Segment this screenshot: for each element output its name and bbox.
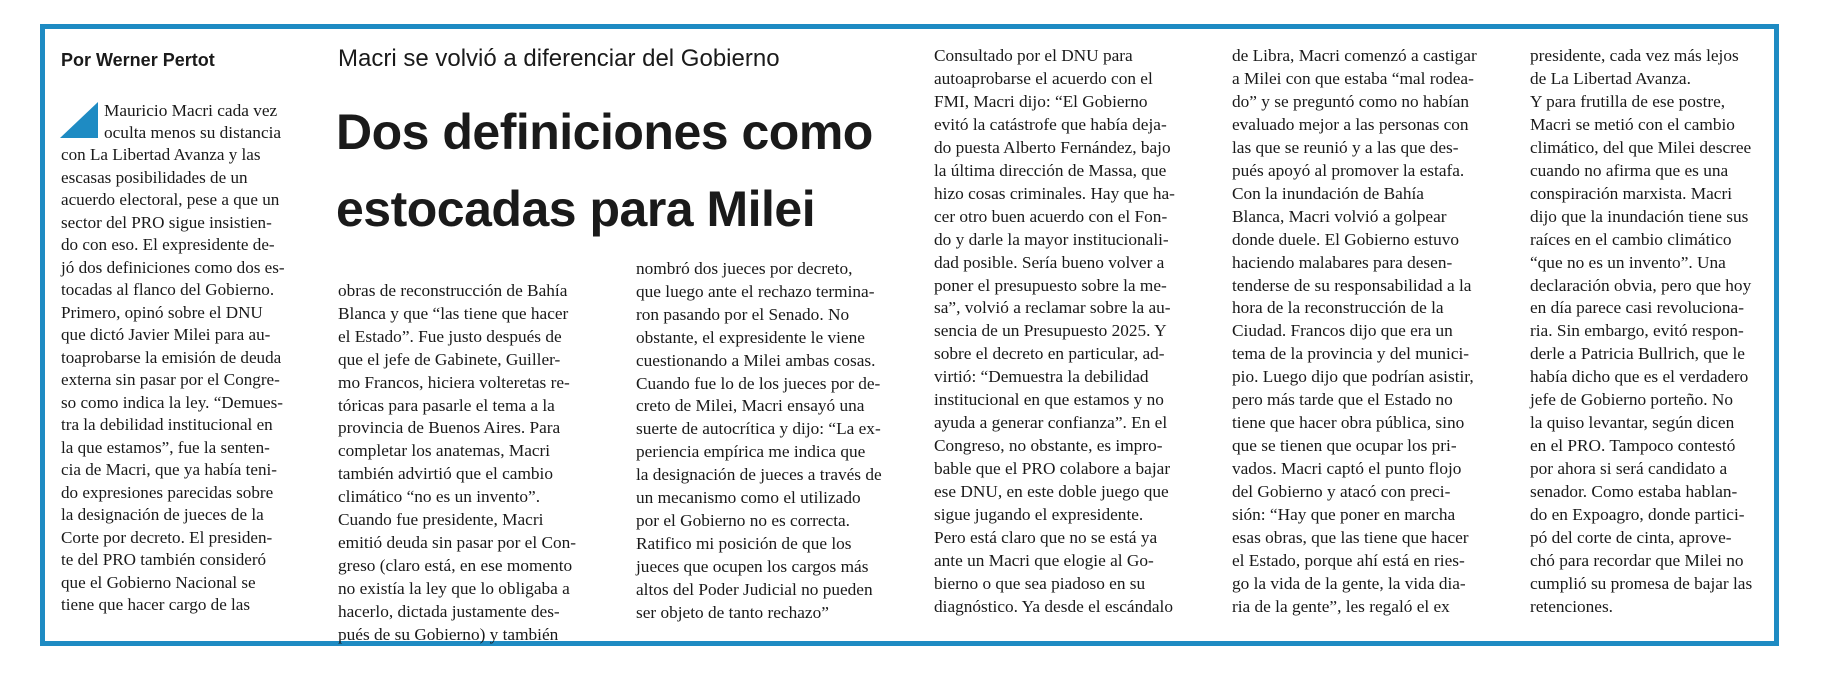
column-5: de Libra, Macri comenzó a castigar a Milei con que estaba “mal rodea- do” y se preguntó como no habían evaluado mejor a las personas con las que se reunió y a las que des- pués apoyó al promover la estafa. Con la inundación de Bahía Blanca, Macri volvió a golpear donde duele. El Gobierno estuvo haciendo malabares para desen- tenderse de su responsabilidad a la hora de la reconstrucción de la Ciudad. Francos dijo que era un tema de la provincia y del munici- pio. Luego dijo que podrían asistir, pero más tarde que el Estado no tiene que hacer obra pública, sino que se tienen que ocupar los pri- vados. Macri captó el punto flojo del Gobierno y atacó con preci- sión: “Hay que poner en marcha esas obras, que las tiene que hacer el Estado, porque ahí está en ries- go la vida de la gente, la vida dia- ria de la gente”, les regaló el ex	[1232, 46, 1477, 616]
column-4: Consultado por el DNU para autoaprobarse el acuerdo con el FMI, Macri dijo: “El Gobierno evitó la catástrofe que había deja- do puesta Alberto Fernández, bajo la última dirección de Massa, que hizo cosas criminales. Hay que ha- cer otro buen acuerdo con el Fon- do y darle la mayor institucionali- dad posible. Sería bueno volver a poner el presupuesto sobre la me- sa”, volvió a reclamar sobre la au- sencia de un Presupuesto 2025. Y sobre el decreto en particular, ad- virtió: “Demuestra la debilidad institucional en que estamos y no ayuda a generar confianza”. En el Congreso, no obstante, es impro- bable que el PRO colabore a bajar ese DNU, en este doble juego que sigue jugando el expresidente. Pero está claro que no se está ya ante un Macri que elogie al Go- bierno o que sea piadoso en su diagnóstico. Ya desde el escándalo	[934, 46, 1175, 616]
headline	[336, 94, 936, 248]
headline-line-1: Dos definiciones como	[336, 104, 873, 160]
lead-line-2: oculta menos su distancia	[104, 123, 282, 142]
column-6: presidente, cada vez más lejos de La Libertad Avanza. Y para frutilla de ese postre, Macri se metió con el cambio climático, del que Milei descree cuando no afirma que es una conspiración marxista. Macri dijo que la inundación tiene sus raíces en el cambio climático “que no es un invento”. Una declaración obvia, pero que hoy en día parece casi revoluciona- ria. Sin embargo, evitó respon- derle a Patricia Bullrich, que le había dicho que es el verdadero jefe de Gobierno porteño. No la quiso levantar, según dicen en el PRO. Tampoco contestó por ahora si será candidato a senador. Como estaba hablan- do en Expoagro, donde partici- pó del corte de cinta, aprove- chó para recordar que Milei no cumplió su promesa de bajar las retenciones.	[1530, 46, 1753, 616]
kicker: Macri se volvió a diferenciar del Gobierno	[338, 45, 780, 72]
headline-line-2: estocadas para Milei	[336, 181, 816, 237]
drop-triangle-icon	[60, 102, 98, 138]
column-3: nombró dos jueces por decreto, que luego ante el rechazo termina- ron pasando por el Senado. No obstante, el expresidente le viene cuestionando a Milei ambas cosas. Cuando fue lo de los jueces por de- creto de Milei, Macri ensayó una suerte de autocrítica y dijo: “La ex- periencia empírica me indica que la designación de jueces a través de un mecanismo como el utilizado por el Gobierno no es correcta. Ratifico mi posición de que los jueces que ocupen los cargos más altos del Poder Judicial no pueden ser objeto de tanto rechazo”	[636, 259, 882, 622]
column-1: con La Libertad Avanza y las escasas posibilidades de un acuerdo electoral, pese a que un sector del PRO sigue insistien- do con eso. El expresidente de- jó dos definiciones como dos es- tocadas al flanco del Gobierno. Primero, opinó sobre el DNU que dictó Javier Milei para au- toaprobarse la emisión de deuda externa sin pasar por el Congre- so como indica la ley. “Demues- tra la debilidad institucional en la que estamos”, fue la senten- cia de Macri, que ya había teni- do expresiones parecidas sobre la designación de jueces de la Corte por decreto. El presiden- te del PRO también consideró que el Gobierno Nacional se tiene que hacer cargo de las	[61, 145, 285, 614]
lead-line-1: Mauricio Macri cada vez	[104, 101, 278, 120]
column-2: obras de reconstrucción de Bahía Blanca y que “las tiene que hacer el Estado”. Fue justo después de que el jefe de Gabinete, Guiller- mo Francos, hiciera volteretas re- tóricas para pasarle el tema a la provincia de Buenos Aires. Para completar los anatemas, Macri también advirtió que el cambio climático “no es un invento”. Cuando fue presidente, Macri emitió deuda sin pasar por el Con- greso (claro está, en ese momento no existía la ley que lo obligaba a hacerlo, dictada justamente des- pués de su Gobierno) y también	[338, 281, 577, 644]
byline: Por Werner Pertot	[61, 50, 215, 70]
